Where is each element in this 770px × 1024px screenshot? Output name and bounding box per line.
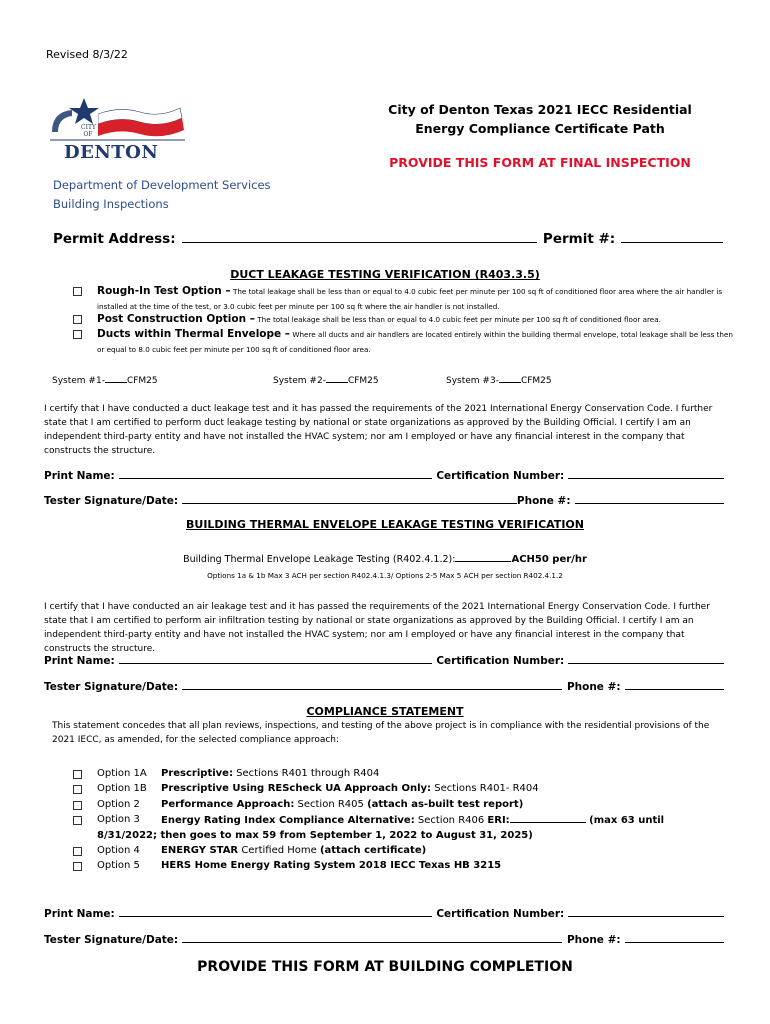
option-4-label: Option 4 bbox=[97, 844, 140, 856]
option-3-label: Option 3 bbox=[97, 814, 140, 826]
system-2-prefix: System #2- bbox=[273, 376, 326, 386]
duct-leakage-heading: DUCT LEAKAGE TESTING VERIFICATION (R403.3.5) bbox=[230, 268, 540, 281]
envelope-test-line bbox=[0, 552, 770, 565]
system-2-field[interactable] bbox=[326, 374, 348, 383]
option-1a-description bbox=[161, 766, 379, 781]
permit-number-field[interactable] bbox=[621, 230, 723, 243]
option-5-label: Option 5 bbox=[97, 860, 140, 872]
permit-address-field[interactable] bbox=[182, 230, 537, 243]
post-construction-checkbox[interactable] bbox=[73, 315, 82, 324]
option-3-title: Energy Rating Index Compliance Alternative: bbox=[161, 815, 415, 827]
envelope-test-field[interactable] bbox=[455, 552, 511, 562]
option-3-continuation: 8/31/2022; then goes to max 59 from September 1, 2022 to August 31, 2025) bbox=[97, 829, 533, 841]
system-1-unit: CFM25 bbox=[126, 376, 158, 386]
system-3-field[interactable] bbox=[499, 374, 521, 383]
logo-denton: DENTON bbox=[64, 142, 159, 163]
system-3-unit: CFM25 bbox=[520, 376, 552, 386]
option-4-description bbox=[161, 843, 426, 858]
rough-in-checkbox[interactable] bbox=[73, 287, 82, 296]
envelope-options-note: Options 1a & 1b Max 3 ACH per section R402.4.1.3/ Options 2-5 Max 5 ACH per section R402.4.1.2 bbox=[207, 571, 563, 580]
option-5-row bbox=[73, 858, 693, 873]
tester-signature-field[interactable] bbox=[182, 930, 562, 943]
option-1b-checkbox[interactable] bbox=[73, 785, 82, 794]
option-5-checkbox[interactable] bbox=[73, 862, 82, 871]
compliance-print-name-row bbox=[44, 904, 724, 920]
eri-field[interactable] bbox=[510, 812, 586, 823]
option-2-checkbox[interactable] bbox=[73, 801, 82, 810]
option-2-title: Performance Approach: bbox=[161, 798, 295, 810]
compliance-signature-row bbox=[44, 930, 724, 946]
envelope-leakage-heading: BUILDING THERMAL ENVELOPE LEAKAGE TESTING VERIFICATION bbox=[186, 518, 584, 531]
ducts-within-envelope-checkbox[interactable] bbox=[73, 330, 82, 339]
envelope-signature-row bbox=[44, 677, 724, 693]
phone-field[interactable] bbox=[625, 677, 724, 690]
tester-signature-field[interactable] bbox=[182, 677, 562, 690]
option-4-attach: (attach certificate) bbox=[319, 844, 427, 856]
option-4-text: Certified Home bbox=[238, 844, 320, 856]
option-1a-title: Prescriptive: bbox=[161, 768, 233, 779]
post-construction-option bbox=[73, 312, 733, 327]
option-1b-text: Sections R401- R404 bbox=[431, 783, 539, 795]
system-1-prefix: System #1- bbox=[52, 376, 105, 386]
permit-number-label: Permit #: bbox=[542, 231, 616, 247]
system-2-unit: CFM25 bbox=[347, 376, 379, 386]
option-3-row bbox=[73, 812, 693, 827]
phone-label: Phone #: bbox=[516, 495, 571, 507]
certification-number-label: Certification Number: bbox=[436, 470, 565, 482]
rough-in-label: Rough-In Test Option – bbox=[97, 285, 231, 297]
print-name-label: Print Name: bbox=[44, 908, 115, 920]
duct-certification-statement: I certify that I have conducted a duct leakage test and it has passed the requirements of the 2021 International Energy Conservation Code. I further state that I am certified to perform duct leakage testing by national or state organizations as approved by the Building Official. I certify I am an independent third-party entity and have not installed the HVAC system; nor am I employed or have any financial interest in the company that constructs the structure. bbox=[44, 404, 713, 456]
building-completion-notice: PROVIDE THIS FORM AT BUILDING COMPLETION bbox=[197, 959, 573, 975]
tester-signature-label: Tester Signature/Date: bbox=[44, 934, 179, 946]
option-3-checkbox[interactable] bbox=[73, 816, 82, 825]
print-name-field[interactable] bbox=[119, 904, 433, 917]
certification-number-field[interactable] bbox=[568, 651, 724, 664]
option-3-eri-label: ERI: bbox=[487, 815, 510, 827]
department-name: Department of Development Services bbox=[53, 178, 271, 192]
envelope-print-name-row bbox=[44, 651, 724, 667]
tester-signature-field[interactable] bbox=[182, 491, 517, 504]
certification-number-field[interactable] bbox=[568, 904, 724, 917]
envelope-certification-statement: I certify that I have conducted an air leakage test and it has passed the requirements of the 2021 International Energy Conservation Code. I further state that I am certified to perform air infiltration testing by national or state organizations as approved by the Building Official. I certify I am an independent third-party entity and have not installed the HVAC system; nor am I employed or have any financial interest in the company that constructs the structure. bbox=[44, 602, 710, 654]
option-3-continuation-row bbox=[73, 828, 693, 843]
envelope-test-unit: ACH50 per/hr bbox=[511, 554, 587, 565]
permit-address-label: Permit Address: bbox=[53, 231, 176, 247]
duct-signature-row bbox=[44, 491, 724, 507]
option-1a-row bbox=[73, 766, 693, 781]
system-3-prefix: System #3- bbox=[446, 376, 499, 386]
form-title bbox=[360, 100, 720, 138]
option-1b-description bbox=[161, 781, 539, 796]
certification-number-label: Certification Number: bbox=[436, 655, 565, 667]
option-4-title: ENERGY STAR bbox=[161, 844, 239, 856]
option-1b-label: Option 1B bbox=[97, 783, 147, 795]
option-1a-label: Option 1A bbox=[97, 768, 147, 779]
ducts-within-envelope-text: Where all ducts and air handlers are located entirely within the building thermal envelope, total leakage shall be less then or equal to 8.0 cubic feet per minute per 100 sq ft of conditioned floor area. bbox=[97, 330, 733, 354]
option-1b-title: Prescriptive Using REScheck UA Approach Only: bbox=[161, 783, 432, 795]
post-construction-label: Post Construction Option – bbox=[97, 313, 255, 325]
rough-in-text: The total leakage shall be less than or equal to 4.0 cubic feet per minute per 100 sq ft of conditioned floor area where the air handler is installed at the time of the test, or 3.0 cubic feet per minute per 100 sq ft where the air handler is not installed. bbox=[97, 287, 723, 311]
certification-number-label: Certification Number: bbox=[436, 908, 565, 920]
print-name-label: Print Name: bbox=[44, 655, 115, 667]
final-inspection-notice: PROVIDE THIS FORM AT FINAL INSPECTION bbox=[389, 155, 691, 170]
option-2-label: Option 2 bbox=[97, 798, 140, 810]
option-3-text: Section R406 bbox=[414, 815, 488, 827]
option-3-max: (max 63 until bbox=[585, 815, 665, 827]
option-2-description bbox=[161, 797, 523, 812]
phone-label: Phone #: bbox=[566, 681, 621, 693]
system-1 bbox=[52, 374, 158, 386]
option-3-description bbox=[161, 812, 664, 828]
title-line-2: Energy Compliance Certificate Path bbox=[415, 121, 665, 136]
option-2-text: Section R405 bbox=[294, 798, 368, 810]
compliance-options bbox=[73, 766, 693, 874]
print-name-field[interactable] bbox=[119, 466, 433, 479]
option-4-checkbox[interactable] bbox=[73, 847, 82, 856]
print-name-field[interactable] bbox=[119, 651, 433, 664]
tester-signature-label: Tester Signature/Date: bbox=[44, 495, 179, 507]
option-5-title: HERS Home Energy Rating System 2018 IECC Texas HB 3215 bbox=[161, 860, 502, 872]
option-2-row bbox=[73, 797, 693, 812]
envelope-test-label: Building Thermal Envelope Leakage Testing (R402.4.1.2): bbox=[183, 554, 456, 565]
phone-label: Phone #: bbox=[566, 934, 621, 946]
ducts-within-envelope-label: Ducts within Thermal Envelope – bbox=[97, 328, 291, 340]
department-block bbox=[53, 176, 271, 214]
system-1-field[interactable] bbox=[105, 374, 127, 383]
option-4-row bbox=[73, 843, 693, 858]
option-1a-checkbox[interactable] bbox=[73, 770, 82, 779]
option-1a-text: Sections R401 through R404 bbox=[232, 768, 380, 779]
compliance-heading: COMPLIANCE STATEMENT bbox=[306, 705, 464, 718]
ducts-within-envelope-option bbox=[73, 327, 733, 357]
phone-field[interactable] bbox=[625, 930, 724, 943]
compliance-statement-text: This statement concedes that all plan reviews, inspections, and testing of the above project is in compliance with the residential provisions of the 2021 IECC, as amended, for the selected compliance approach: bbox=[52, 721, 710, 745]
post-construction-text: The total leakage shall be less than or equal to 4.0 cubic feet per minute per 100 sq ft of conditioned floor area. bbox=[257, 315, 661, 324]
city-of-denton-logo bbox=[50, 96, 190, 166]
logo-city-of: CITY OF bbox=[81, 124, 96, 138]
division-name: Building Inspections bbox=[53, 197, 169, 211]
option-1b-row bbox=[73, 781, 693, 796]
permit-row bbox=[53, 230, 723, 247]
rough-in-option bbox=[73, 284, 733, 314]
duct-print-name-row bbox=[44, 466, 724, 482]
certification-number-field[interactable] bbox=[568, 466, 724, 479]
system-2 bbox=[273, 374, 379, 386]
system-3 bbox=[446, 374, 552, 386]
title-line-1: City of Denton Texas 2021 IECC Residential bbox=[388, 102, 692, 117]
revised-date: Revised 8/3/22 bbox=[46, 48, 128, 61]
phone-field[interactable] bbox=[575, 491, 724, 504]
print-name-label: Print Name: bbox=[44, 470, 115, 482]
option-2-attach: (attach as-built test report) bbox=[367, 798, 524, 810]
tester-signature-label: Tester Signature/Date: bbox=[44, 681, 179, 693]
option-5-description bbox=[161, 858, 501, 873]
